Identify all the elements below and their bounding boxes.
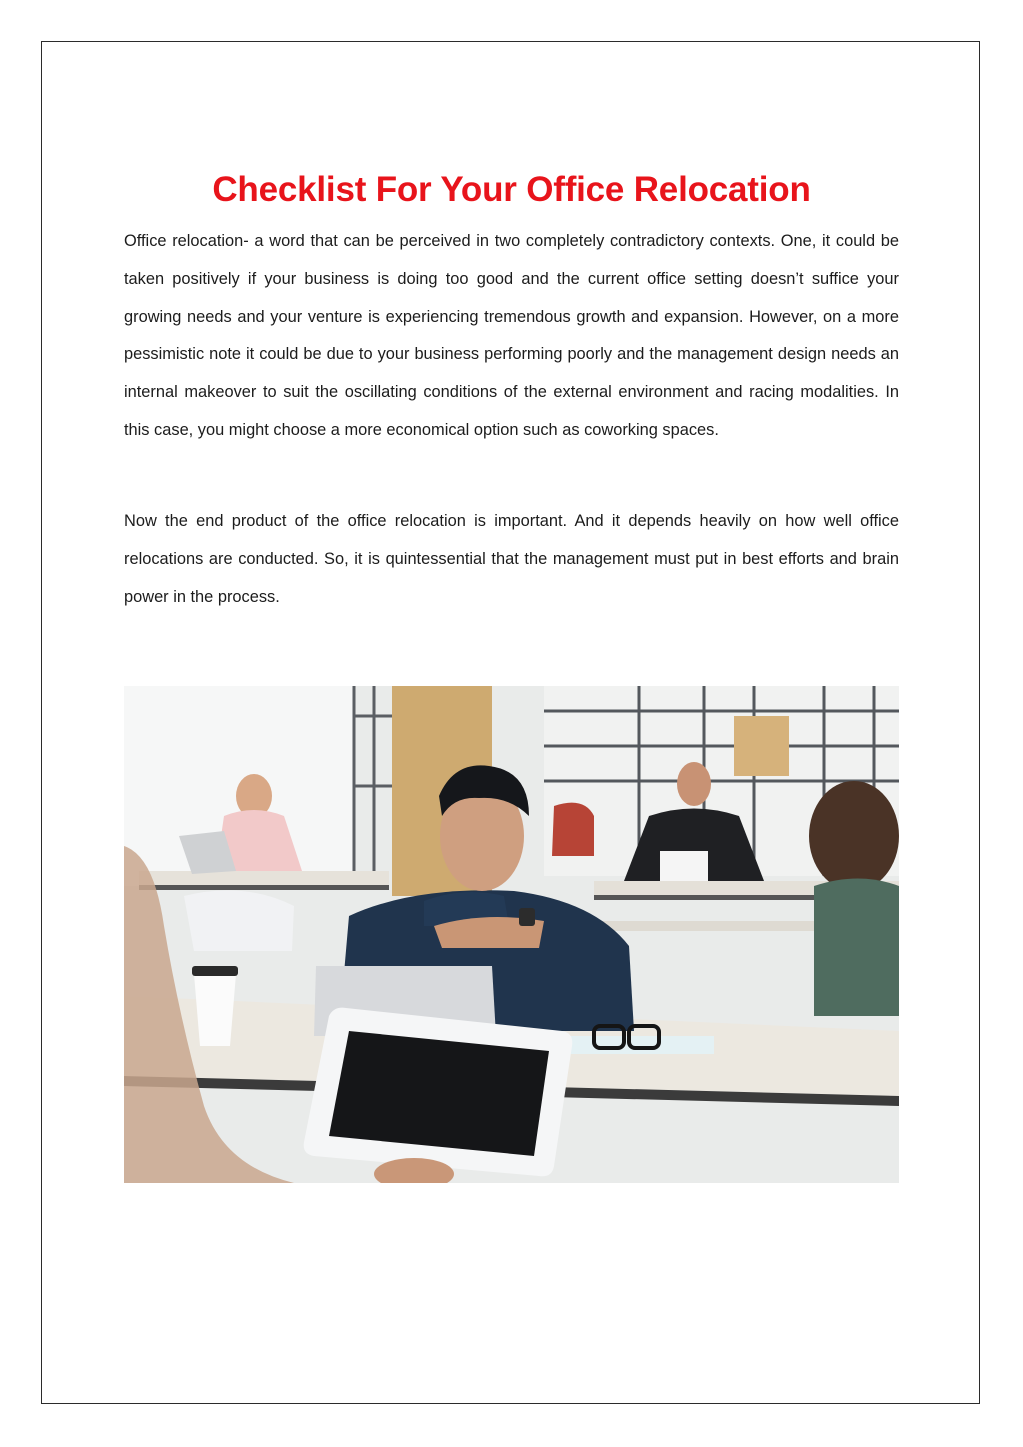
office-coworking-photo xyxy=(124,686,899,1183)
body-paragraph-2: Now the end product of the office relocation is important. And it depends heavily on how well office relocations are conducted. So, it is quintessential that the management must put in best efforts and brain power in the process. xyxy=(124,512,899,606)
body-paragraph-1: Office relocation- a word that can be perceived in two completely contradictory contexts. One, it could be taken positively if your business is doing too good and the current office setting doesn’t suffice your growing needs and your venture is experiencing tremendous growth and expansion. However, on a more pessimistic note it could be due to your business performing poorly and the management design needs an internal makeover to suit the oscillating conditions of the external environment and racing modalities. In this case, you might choose a more economical option such as coworking spaces. xyxy=(124,232,899,439)
page-title: Checklist For Your Office Relocation xyxy=(212,170,811,209)
